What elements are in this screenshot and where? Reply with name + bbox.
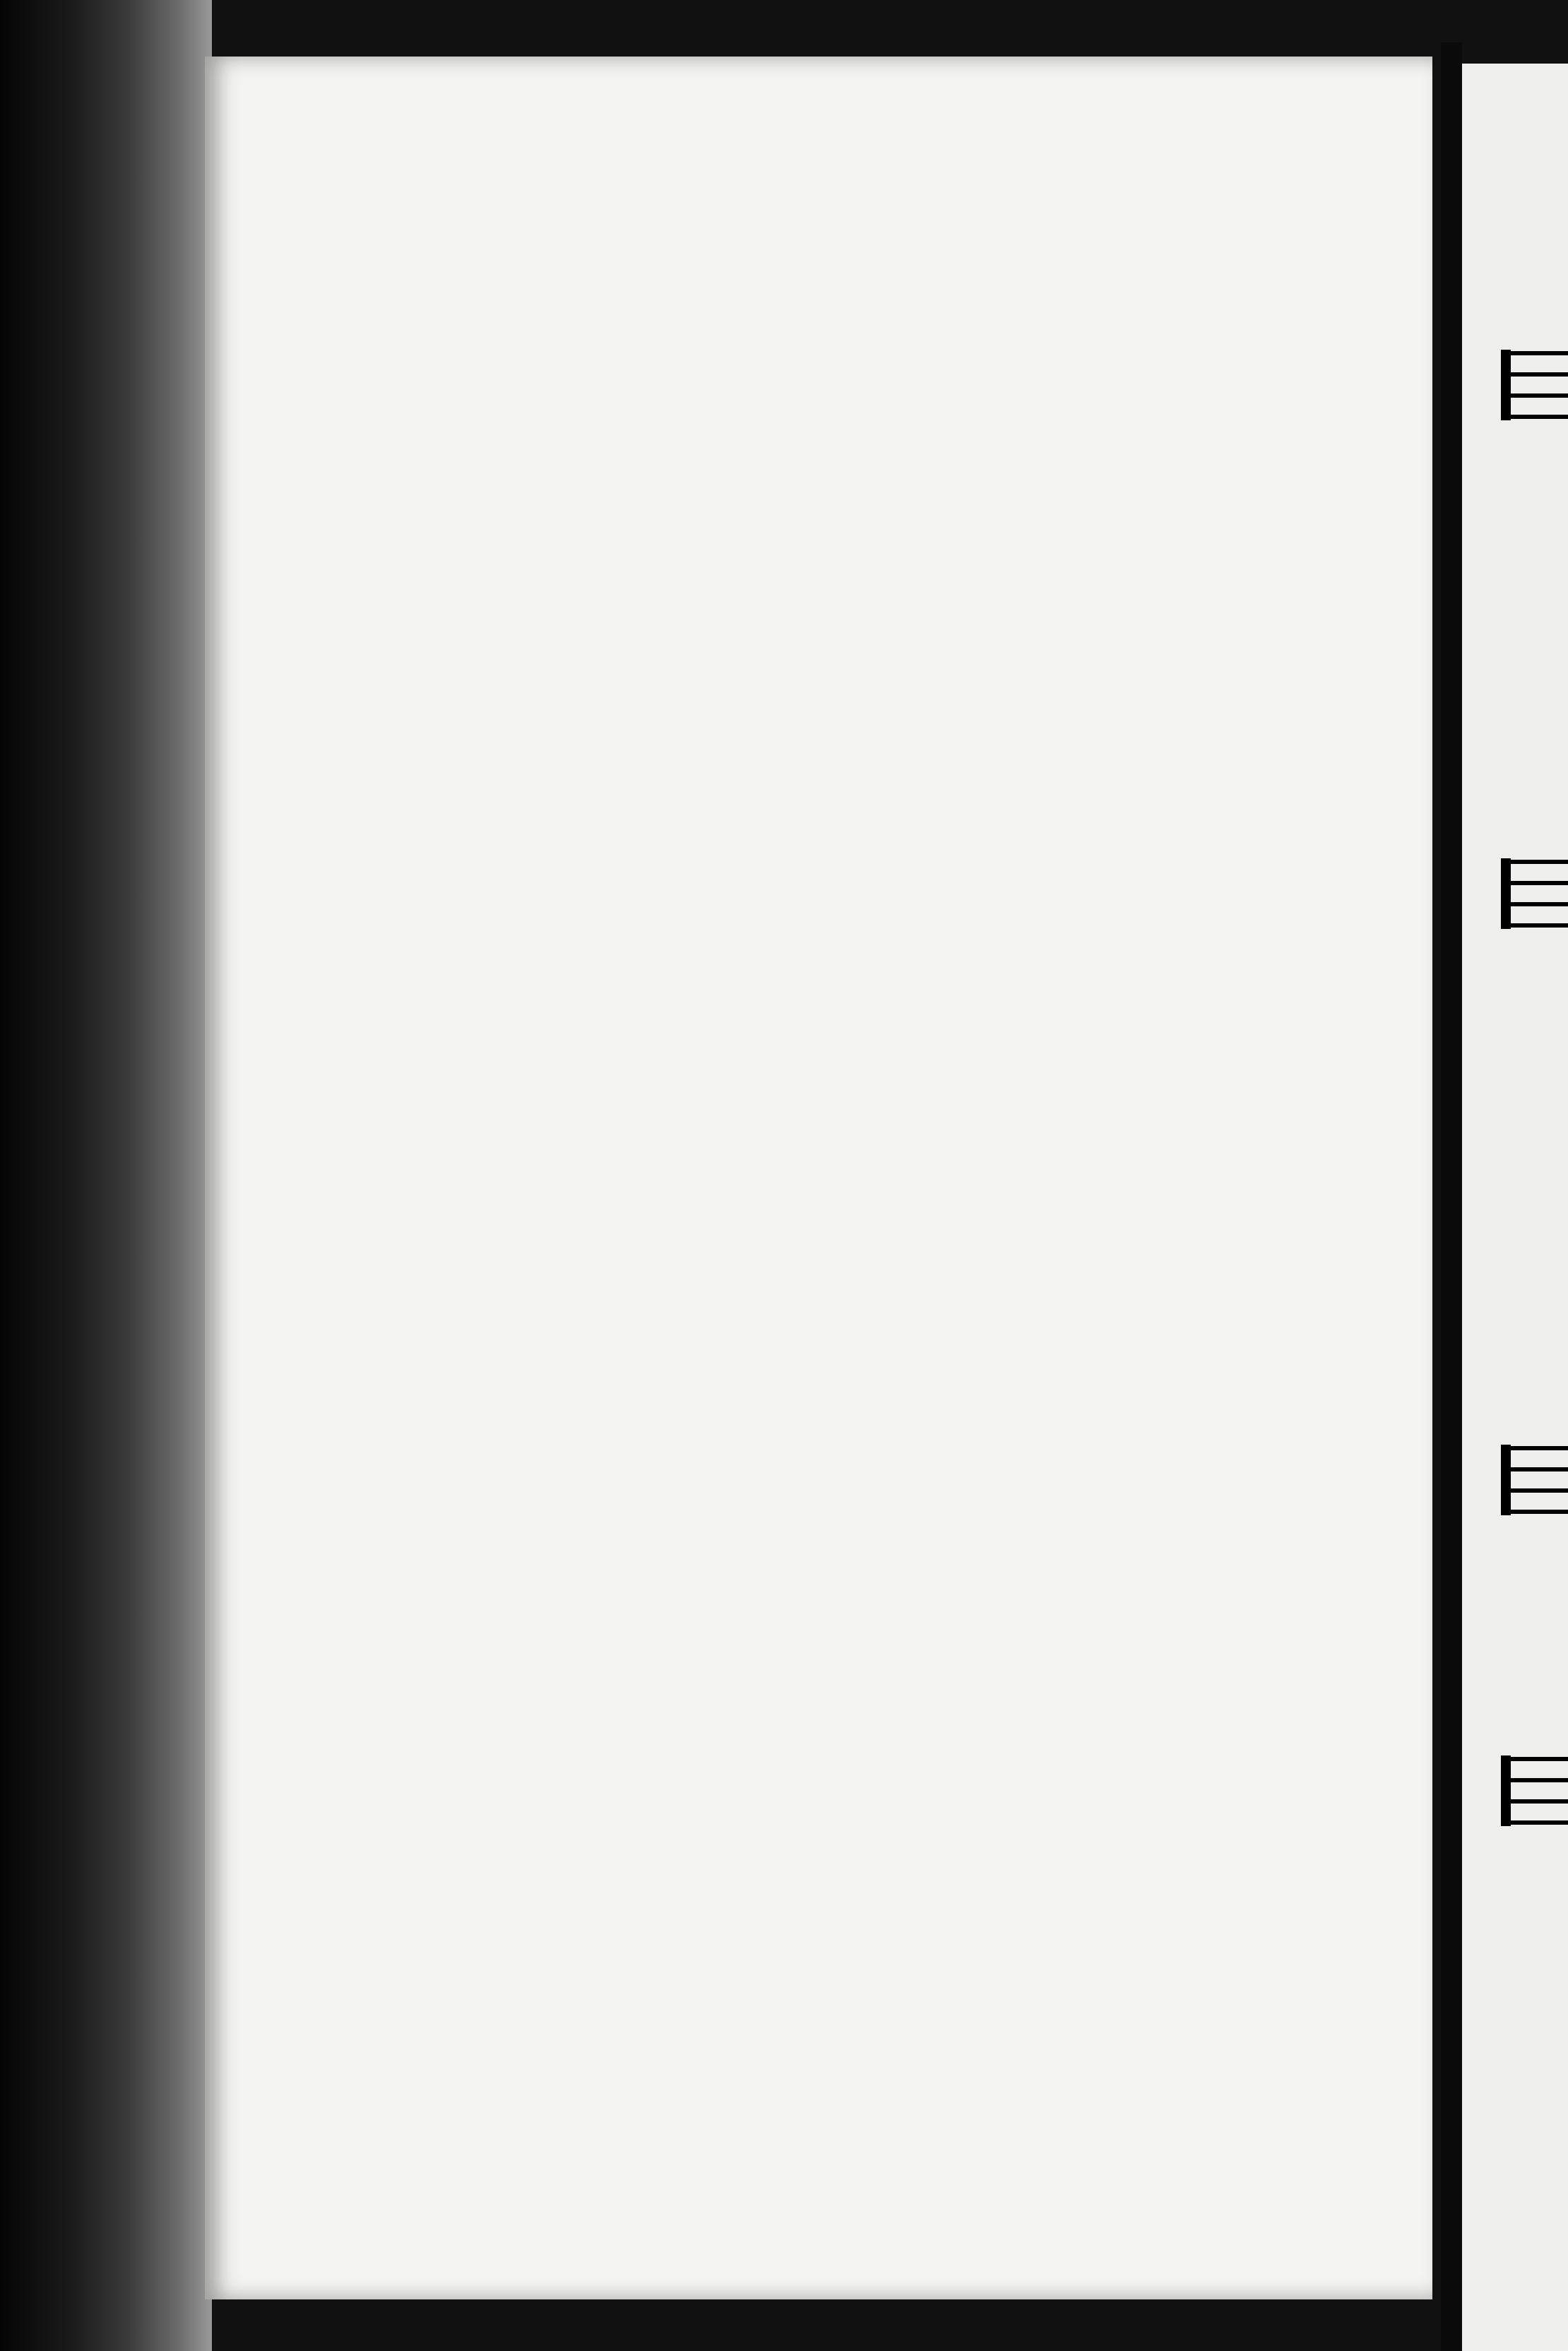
facing-page [1462,64,1568,2351]
facing-page-staff [1501,1427,1568,1533]
facing-page-staff [1501,841,1568,947]
book-binding [0,0,212,2351]
facing-page-staff [1501,332,1568,438]
staff-canticle-intonation [325,1766,1384,1886]
staff-final-1 [410,749,1384,869]
staff-ferial-intonation [321,1420,1381,1540]
staff-solemn-intonation [318,466,1377,586]
staff-final-3 [378,1144,1381,1265]
staff-final-2 [378,947,1381,1067]
facing-page-staff [1501,1738,1568,1844]
book-gutter [1441,42,1462,2351]
